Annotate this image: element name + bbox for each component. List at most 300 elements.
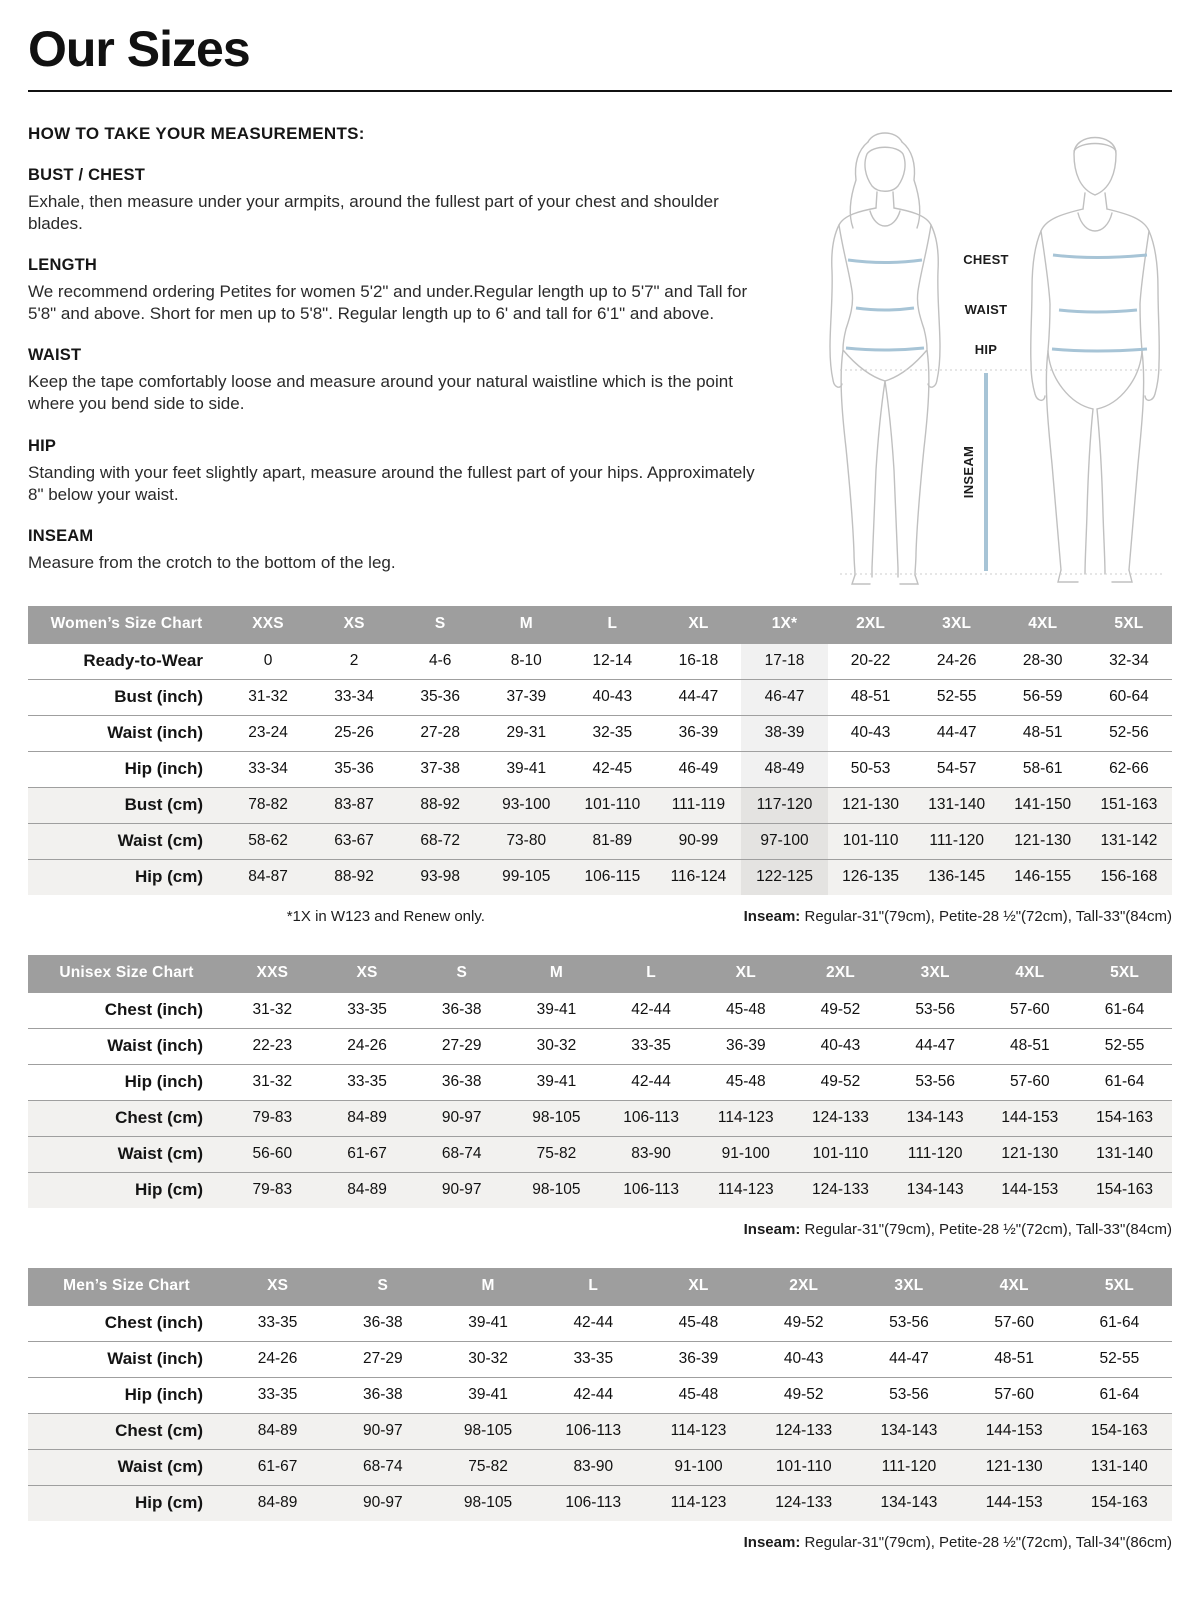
size-value-cell: 48-51 <box>983 1028 1078 1064</box>
size-value-cell: 106-113 <box>541 1485 646 1521</box>
size-value-cell: 81-89 <box>569 823 655 859</box>
size-value-cell: 106-113 <box>604 1172 699 1208</box>
male-hip-line <box>1052 349 1147 351</box>
size-value-cell: 33-35 <box>225 1305 330 1341</box>
size-value-cell: 42-44 <box>541 1305 646 1341</box>
size-value-cell: 131-140 <box>1067 1449 1172 1485</box>
size-value-cell: 37-39 <box>483 679 569 715</box>
size-value-cell: 61-64 <box>1067 1377 1172 1413</box>
size-value-cell: 36-39 <box>655 715 741 751</box>
bust-chest-heading: BUST / CHEST <box>28 166 145 184</box>
row-label: Chest (inch) <box>28 1305 225 1341</box>
size-value-cell: 4-6 <box>397 643 483 679</box>
size-column-header: S <box>397 606 483 643</box>
size-column-header: XS <box>320 955 415 992</box>
row-label: Chest (cm) <box>28 1413 225 1449</box>
size-column-header: 5XL <box>1077 955 1172 992</box>
women-table-footnotes <box>28 908 1172 928</box>
size-value-cell: 154-163 <box>1067 1485 1172 1521</box>
size-value-cell: 39-41 <box>435 1305 540 1341</box>
female-figure-outline <box>830 133 940 584</box>
size-value-cell: 131-140 <box>1077 1136 1172 1172</box>
size-value-cell: 42-44 <box>604 1064 699 1100</box>
size-column-header: XXS <box>225 606 311 643</box>
size-column-header: XL <box>698 955 793 992</box>
size-value-cell: 31-32 <box>225 679 311 715</box>
size-value-cell: 101-110 <box>793 1136 888 1172</box>
size-value-cell: 52-55 <box>1067 1341 1172 1377</box>
row-label: Chest (cm) <box>28 1100 225 1136</box>
size-value-cell: 39-41 <box>509 1064 604 1100</box>
size-value-cell: 90-97 <box>330 1413 435 1449</box>
size-value-cell: 90-97 <box>414 1100 509 1136</box>
size-value-cell: 154-163 <box>1077 1100 1172 1136</box>
inseam-label: INSEAM <box>961 445 976 499</box>
size-value-cell: 131-140 <box>914 787 1000 823</box>
chest-label: CHEST <box>963 252 1009 267</box>
waist-label: WAIST <box>964 302 1008 317</box>
size-column-header: XS <box>225 1268 330 1305</box>
male-waist-line <box>1059 310 1137 312</box>
size-value-cell: 45-48 <box>646 1377 751 1413</box>
row-label: Waist (cm) <box>28 823 225 859</box>
table-row <box>28 1028 1172 1064</box>
page-title: Our Sizes <box>28 21 250 77</box>
size-value-cell: 56-59 <box>1000 679 1086 715</box>
size-value-cell: 54-57 <box>914 751 1000 787</box>
size-value-cell: 33-34 <box>225 751 311 787</box>
size-value-cell: 90-97 <box>414 1172 509 1208</box>
size-value-cell: 38-39 <box>741 715 827 751</box>
size-value-cell: 35-36 <box>311 751 397 787</box>
size-value-cell: 39-41 <box>483 751 569 787</box>
size-value-cell: 50-53 <box>828 751 914 787</box>
size-value-cell: 78-82 <box>225 787 311 823</box>
size-value-cell: 52-55 <box>914 679 1000 715</box>
size-value-cell: 33-35 <box>604 1028 699 1064</box>
size-value-cell: 84-89 <box>225 1485 330 1521</box>
size-value-cell: 151-163 <box>1086 787 1172 823</box>
size-value-cell: 45-48 <box>698 1064 793 1100</box>
size-value-cell: 53-56 <box>856 1377 961 1413</box>
size-value-cell: 156-168 <box>1086 859 1172 895</box>
size-column-header: 2XL <box>828 606 914 643</box>
size-value-cell: 33-34 <box>311 679 397 715</box>
size-value-cell: 48-51 <box>828 679 914 715</box>
men-inseam-note-text: Regular-31"(79cm), Petite-28 ½"(72cm), Tall-34"(86cm) <box>800 1534 1172 1551</box>
size-value-cell: 111-120 <box>914 823 1000 859</box>
size-value-cell: 36-38 <box>414 992 509 1028</box>
figure-illustration <box>790 118 1172 590</box>
size-value-cell: 144-153 <box>962 1485 1067 1521</box>
size-value-cell: 61-64 <box>1067 1305 1172 1341</box>
size-value-cell: 33-35 <box>541 1341 646 1377</box>
size-value-cell: 111-120 <box>888 1136 983 1172</box>
size-charts-section <box>28 606 1172 1554</box>
size-value-cell: 141-150 <box>1000 787 1086 823</box>
size-column-header: S <box>414 955 509 992</box>
size-value-cell: 58-61 <box>1000 751 1086 787</box>
table-title: Men’s Size Chart <box>28 1268 225 1305</box>
size-column-header: 4XL <box>983 955 1078 992</box>
table-row <box>28 1377 1172 1413</box>
size-column-header: 5XL <box>1067 1268 1172 1305</box>
howto-heading: HOW TO TAKE YOUR MEASUREMENTS: <box>28 124 365 143</box>
row-label: Chest (inch) <box>28 992 225 1028</box>
size-value-cell: 52-55 <box>1077 1028 1172 1064</box>
size-value-cell: 63-67 <box>311 823 397 859</box>
size-value-cell: 134-143 <box>888 1172 983 1208</box>
size-value-cell: 98-105 <box>509 1100 604 1136</box>
size-column-header: 2XL <box>751 1268 856 1305</box>
hip-section <box>28 437 770 506</box>
unisex-inseam-note-label: Inseam: <box>743 1221 801 1238</box>
women-inseam-note-text: Regular-31"(79cm), Petite-28 ½"(72cm), Tall-33"(84cm) <box>800 908 1172 925</box>
table-row <box>28 823 1172 859</box>
table-row <box>28 1341 1172 1377</box>
row-label: Bust (cm) <box>28 787 225 823</box>
size-value-cell: 88-92 <box>311 859 397 895</box>
size-value-cell: 28-30 <box>1000 643 1086 679</box>
length-text: We recommend ordering Petites for women 5'2" and under.Regular length up to 5'7" and Tall for 5'8" and above. Short for men up to 5'8". Regular length up to 6' and tall for 6'1" and above. <box>28 282 748 324</box>
size-column-header: M <box>483 606 569 643</box>
size-value-cell: 114-123 <box>698 1100 793 1136</box>
size-value-cell: 31-32 <box>225 992 320 1028</box>
size-value-cell: 36-38 <box>330 1305 435 1341</box>
row-label: Hip (inch) <box>28 1064 225 1100</box>
size-value-cell: 48-51 <box>1000 715 1086 751</box>
size-value-cell: 134-143 <box>888 1100 983 1136</box>
size-value-cell: 121-130 <box>1000 823 1086 859</box>
length-heading: LENGTH <box>28 256 98 275</box>
size-value-cell: 126-135 <box>828 859 914 895</box>
size-value-cell: 121-130 <box>983 1136 1078 1172</box>
size-value-cell: 98-105 <box>435 1485 540 1521</box>
size-value-cell: 116-124 <box>655 859 741 895</box>
size-value-cell: 90-97 <box>330 1485 435 1521</box>
men-table-footnotes <box>28 1534 1172 1554</box>
size-value-cell: 48-51 <box>962 1341 1067 1377</box>
row-label: Waist (inch) <box>28 715 225 751</box>
table-row <box>28 643 1172 679</box>
table-row <box>28 1449 1172 1485</box>
size-value-cell: 33-35 <box>320 992 415 1028</box>
size-value-cell: 154-163 <box>1067 1413 1172 1449</box>
size-value-cell: 98-105 <box>509 1172 604 1208</box>
size-value-cell: 99-105 <box>483 859 569 895</box>
table-row <box>28 1305 1172 1341</box>
size-column-header: L <box>604 955 699 992</box>
size-value-cell: 22-23 <box>225 1028 320 1064</box>
size-value-cell: 30-32 <box>509 1028 604 1064</box>
size-value-cell: 98-105 <box>435 1413 540 1449</box>
women-inseam-note <box>744 908 1172 925</box>
size-value-cell: 44-47 <box>655 679 741 715</box>
row-label: Hip (cm) <box>28 1172 225 1208</box>
size-value-cell: 33-35 <box>225 1377 330 1413</box>
size-value-cell: 114-123 <box>646 1485 751 1521</box>
size-value-cell: 53-56 <box>888 992 983 1028</box>
size-value-cell: 83-90 <box>604 1136 699 1172</box>
size-value-cell: 45-48 <box>646 1305 751 1341</box>
size-value-cell: 84-89 <box>225 1413 330 1449</box>
size-value-cell: 27-29 <box>330 1341 435 1377</box>
size-value-cell: 0 <box>225 643 311 679</box>
size-value-cell: 42-44 <box>604 992 699 1028</box>
size-value-cell: 121-130 <box>828 787 914 823</box>
size-value-cell: 88-92 <box>397 787 483 823</box>
size-value-cell: 83-90 <box>541 1449 646 1485</box>
size-value-cell: 36-38 <box>330 1377 435 1413</box>
women-size-chart-table <box>28 606 1172 895</box>
size-value-cell: 101-110 <box>751 1449 856 1485</box>
size-column-header: 3XL <box>856 1268 961 1305</box>
waist-heading: WAIST <box>28 346 82 365</box>
size-value-cell: 106-115 <box>569 859 655 895</box>
bust-chest-text: Exhale, then measure under your armpits, around the fullest part of your chest and shoulder blades. <box>28 192 719 234</box>
hip-text: Standing with your feet slightly apart, measure around the fullest part of your hips. Approximately 8" below your waist. <box>28 462 755 504</box>
measurement-instructions-section <box>28 118 1172 590</box>
size-column-header: 3XL <box>888 955 983 992</box>
unisex-table-footnotes <box>28 1221 1172 1241</box>
row-label: Waist (cm) <box>28 1136 225 1172</box>
size-value-cell: 61-67 <box>225 1449 330 1485</box>
unisex-inseam-note-text: Regular-31"(79cm), Petite-28 ½"(72cm), Tall-33"(84cm) <box>800 1221 1172 1238</box>
size-column-header: XL <box>646 1268 751 1305</box>
title-divider <box>28 90 1172 92</box>
size-value-cell: 136-145 <box>914 859 1000 895</box>
size-value-cell: 36-38 <box>414 1064 509 1100</box>
table-row <box>28 992 1172 1028</box>
size-value-cell: 60-64 <box>1086 679 1172 715</box>
size-value-cell: 39-41 <box>435 1377 540 1413</box>
size-value-cell: 44-47 <box>856 1341 961 1377</box>
size-value-cell: 111-120 <box>856 1449 961 1485</box>
size-value-cell: 40-43 <box>793 1028 888 1064</box>
size-value-cell: 36-39 <box>698 1028 793 1064</box>
waist-section <box>28 346 770 415</box>
size-value-cell: 68-74 <box>330 1449 435 1485</box>
size-value-cell: 27-28 <box>397 715 483 751</box>
unisex-inseam-note <box>744 1221 1172 1238</box>
size-value-cell: 144-153 <box>983 1172 1078 1208</box>
women-inseam-note-label: Inseam: <box>743 908 801 925</box>
size-value-cell: 8-10 <box>483 643 569 679</box>
size-value-cell: 144-153 <box>983 1100 1078 1136</box>
size-column-header: M <box>509 955 604 992</box>
size-value-cell: 93-100 <box>483 787 569 823</box>
size-value-cell: 31-32 <box>225 1064 320 1100</box>
size-value-cell: 124-133 <box>751 1413 856 1449</box>
size-column-header: M <box>435 1268 540 1305</box>
bust-chest-section <box>28 166 770 235</box>
size-value-cell: 111-119 <box>655 787 741 823</box>
size-column-header: L <box>569 606 655 643</box>
men-inseam-note-label: Inseam: <box>743 1534 801 1551</box>
size-value-cell: 61-64 <box>1077 1064 1172 1100</box>
size-value-cell: 79-83 <box>225 1172 320 1208</box>
table-row <box>28 715 1172 751</box>
female-chest-line <box>848 260 922 263</box>
female-waist-line <box>856 308 914 310</box>
size-value-cell: 93-98 <box>397 859 483 895</box>
size-value-cell: 32-34 <box>1086 643 1172 679</box>
size-value-cell: 42-44 <box>541 1377 646 1413</box>
size-value-cell: 49-52 <box>793 1064 888 1100</box>
inseam-text: Measure from the crotch to the bottom of the leg. <box>28 552 396 572</box>
size-column-header: 1X* <box>741 606 827 643</box>
size-value-cell: 61-64 <box>1077 992 1172 1028</box>
table-row <box>28 1064 1172 1100</box>
row-label: Hip (inch) <box>28 1377 225 1413</box>
size-value-cell: 25-26 <box>311 715 397 751</box>
size-value-cell: 32-35 <box>569 715 655 751</box>
hip-label: HIP <box>974 342 998 357</box>
row-label: Ready-to-Wear <box>28 643 225 679</box>
size-value-cell: 56-60 <box>225 1136 320 1172</box>
size-value-cell: 58-62 <box>225 823 311 859</box>
size-value-cell: 122-125 <box>741 859 827 895</box>
table-row <box>28 1413 1172 1449</box>
size-value-cell: 12-14 <box>569 643 655 679</box>
size-value-cell: 75-82 <box>435 1449 540 1485</box>
size-value-cell: 39-41 <box>509 992 604 1028</box>
size-value-cell: 46-47 <box>741 679 827 715</box>
size-value-cell: 146-155 <box>1000 859 1086 895</box>
table-row <box>28 787 1172 823</box>
size-value-cell: 97-100 <box>741 823 827 859</box>
size-value-cell: 40-43 <box>828 715 914 751</box>
size-value-cell: 101-110 <box>828 823 914 859</box>
table-row <box>28 1172 1172 1208</box>
size-value-cell: 57-60 <box>962 1305 1067 1341</box>
size-column-header: XL <box>655 606 741 643</box>
male-chest-line <box>1053 255 1147 258</box>
size-value-cell: 131-142 <box>1086 823 1172 859</box>
size-value-cell: 73-80 <box>483 823 569 859</box>
size-value-cell: 57-60 <box>962 1377 1067 1413</box>
size-value-cell: 44-47 <box>914 715 1000 751</box>
size-value-cell: 62-66 <box>1086 751 1172 787</box>
size-value-cell: 16-18 <box>655 643 741 679</box>
size-column-header: XS <box>311 606 397 643</box>
size-value-cell: 24-26 <box>914 643 1000 679</box>
size-value-cell: 106-113 <box>541 1413 646 1449</box>
women-1x-note: *1X in W123 and Renew only. <box>286 908 485 925</box>
size-value-cell: 121-130 <box>962 1449 1067 1485</box>
size-value-cell: 45-48 <box>698 992 793 1028</box>
row-label: Hip (cm) <box>28 859 225 895</box>
size-value-cell: 79-83 <box>225 1100 320 1136</box>
size-value-cell: 40-43 <box>569 679 655 715</box>
table-row <box>28 679 1172 715</box>
size-value-cell: 35-36 <box>397 679 483 715</box>
size-value-cell: 154-163 <box>1077 1172 1172 1208</box>
size-value-cell: 49-52 <box>793 992 888 1028</box>
size-column-header: 3XL <box>914 606 1000 643</box>
size-value-cell: 91-100 <box>646 1449 751 1485</box>
size-value-cell: 37-38 <box>397 751 483 787</box>
size-value-cell: 49-52 <box>751 1377 856 1413</box>
size-value-cell: 52-56 <box>1086 715 1172 751</box>
inseam-section <box>28 527 770 574</box>
size-value-cell: 27-29 <box>414 1028 509 1064</box>
size-column-header: 5XL <box>1086 606 1172 643</box>
size-value-cell: 30-32 <box>435 1341 540 1377</box>
size-value-cell: 57-60 <box>983 992 1078 1028</box>
inseam-heading: INSEAM <box>28 526 94 545</box>
size-value-cell: 84-87 <box>225 859 311 895</box>
male-figure-outline <box>1031 138 1160 583</box>
size-value-cell: 36-39 <box>646 1341 751 1377</box>
size-value-cell: 49-52 <box>751 1305 856 1341</box>
size-value-cell: 48-49 <box>741 751 827 787</box>
size-value-cell: 46-49 <box>655 751 741 787</box>
size-value-cell: 33-35 <box>320 1064 415 1100</box>
waist-text: Keep the tape comfortably loose and measure around your natural waistline which is the point where you bend side to side. <box>28 372 733 414</box>
size-value-cell: 134-143 <box>856 1485 961 1521</box>
size-value-cell: 84-89 <box>320 1172 415 1208</box>
unisex-size-chart-table <box>28 955 1172 1208</box>
size-value-cell: 2 <box>311 643 397 679</box>
size-value-cell: 101-110 <box>569 787 655 823</box>
size-value-cell: 75-82 <box>509 1136 604 1172</box>
row-label: Hip (cm) <box>28 1485 225 1521</box>
row-label: Hip (inch) <box>28 751 225 787</box>
size-value-cell: 24-26 <box>320 1028 415 1064</box>
size-value-cell: 17-18 <box>741 643 827 679</box>
size-value-cell: 29-31 <box>483 715 569 751</box>
size-value-cell: 53-56 <box>888 1064 983 1100</box>
size-column-header: L <box>541 1268 646 1305</box>
size-value-cell: 57-60 <box>983 1064 1078 1100</box>
size-value-cell: 124-133 <box>751 1485 856 1521</box>
size-value-cell: 124-133 <box>793 1100 888 1136</box>
size-column-header: S <box>330 1268 435 1305</box>
size-value-cell: 42-45 <box>569 751 655 787</box>
size-value-cell: 117-120 <box>741 787 827 823</box>
size-value-cell: 40-43 <box>751 1341 856 1377</box>
size-value-cell: 114-123 <box>646 1413 751 1449</box>
table-row <box>28 859 1172 895</box>
row-label: Waist (inch) <box>28 1028 225 1064</box>
instructions-text-column <box>28 118 780 574</box>
size-value-cell: 68-74 <box>414 1136 509 1172</box>
size-value-cell: 124-133 <box>793 1172 888 1208</box>
female-hip-line <box>846 348 924 350</box>
size-value-cell: 44-47 <box>888 1028 983 1064</box>
size-value-cell: 106-113 <box>604 1100 699 1136</box>
size-value-cell: 68-72 <box>397 823 483 859</box>
size-value-cell: 24-26 <box>225 1341 330 1377</box>
size-column-header: 4XL <box>1000 606 1086 643</box>
table-title: Unisex Size Chart <box>28 955 225 992</box>
row-label: Bust (inch) <box>28 679 225 715</box>
row-label: Waist (cm) <box>28 1449 225 1485</box>
size-value-cell: 84-89 <box>320 1100 415 1136</box>
length-section <box>28 256 770 325</box>
table-row <box>28 1136 1172 1172</box>
size-value-cell: 20-22 <box>828 643 914 679</box>
men-inseam-note <box>744 1534 1172 1551</box>
table-row <box>28 1100 1172 1136</box>
size-value-cell: 134-143 <box>856 1413 961 1449</box>
size-column-header: XXS <box>225 955 320 992</box>
size-value-cell: 83-87 <box>311 787 397 823</box>
table-row <box>28 751 1172 787</box>
size-value-cell: 144-153 <box>962 1413 1067 1449</box>
size-value-cell: 90-99 <box>655 823 741 859</box>
